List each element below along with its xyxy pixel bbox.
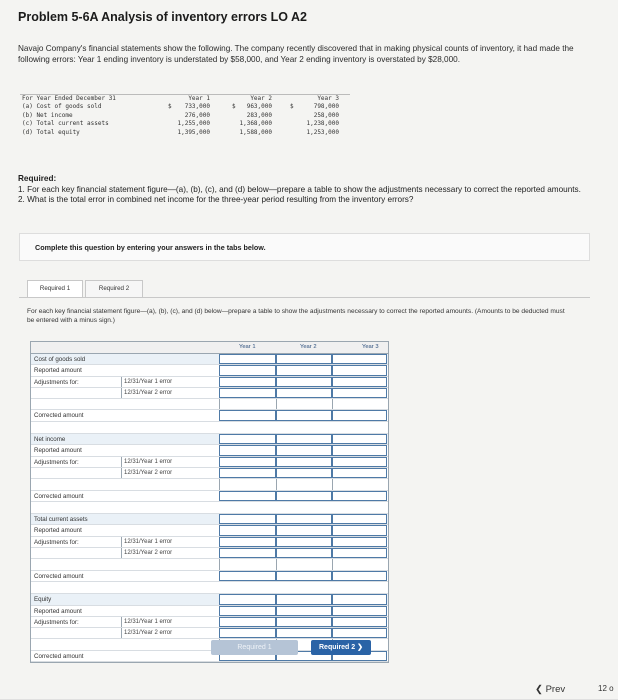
amount-input-year2[interactable] bbox=[276, 377, 332, 387]
amount-input-year1[interactable] bbox=[219, 457, 276, 467]
amount-input-year1[interactable] bbox=[219, 525, 276, 535]
row-label: Corrected amount bbox=[34, 572, 84, 580]
amount-input-year3[interactable] bbox=[332, 388, 387, 398]
amount-input-year1[interactable] bbox=[219, 479, 276, 489]
amount-input-year2[interactable] bbox=[276, 548, 332, 558]
section-title-row bbox=[31, 354, 388, 365]
amount-input-year3[interactable] bbox=[332, 365, 387, 375]
corrected-amount-row bbox=[31, 410, 388, 421]
data-col-year3: Year 3 bbox=[317, 95, 339, 102]
amount-input-year2[interactable] bbox=[276, 491, 332, 501]
row-label: Corrected amount bbox=[34, 412, 84, 420]
corrected-amount-row bbox=[31, 491, 388, 502]
row-label: Total current assets bbox=[34, 516, 88, 524]
amount-input-year2[interactable] bbox=[276, 365, 332, 375]
amount-input-year2[interactable] bbox=[276, 525, 332, 535]
row-label: Reported amount bbox=[34, 447, 82, 455]
required-section bbox=[18, 174, 618, 206]
amount-input-year3[interactable] bbox=[332, 468, 387, 478]
amount-input-year2[interactable] bbox=[276, 479, 332, 489]
amount-input-year1[interactable] bbox=[219, 594, 276, 604]
data-cell: 1,238,000 bbox=[306, 120, 339, 128]
data-row bbox=[20, 120, 350, 128]
spacer-row bbox=[31, 399, 388, 410]
amount-input-year2[interactable] bbox=[276, 514, 332, 524]
amount-input-year2[interactable] bbox=[276, 410, 332, 420]
amount-input-year2[interactable] bbox=[276, 594, 332, 604]
table-header-row bbox=[31, 342, 388, 354]
tab-required-2[interactable]: Required 2 bbox=[85, 280, 143, 298]
data-cell: 1,253,000 bbox=[306, 128, 339, 136]
prev-page-link[interactable]: ❮ Prev bbox=[535, 684, 566, 695]
next-tab-button[interactable]: Required 2 ❯ bbox=[311, 640, 371, 655]
financial-data-table bbox=[20, 94, 350, 137]
amount-input-year3[interactable] bbox=[332, 410, 387, 420]
amount-input-year1[interactable] bbox=[219, 606, 276, 616]
data-row bbox=[20, 103, 350, 111]
amount-input-year1[interactable] bbox=[219, 399, 276, 409]
amount-input-year2[interactable] bbox=[276, 354, 332, 364]
dollar-sign: $ bbox=[232, 103, 236, 111]
adjustment-row-2 bbox=[31, 468, 388, 479]
row-label: Adjustments for: bbox=[34, 458, 79, 466]
adjustment-label-cell bbox=[121, 548, 219, 558]
reported-amount-row bbox=[31, 606, 388, 617]
year3-header: Year 3 bbox=[362, 344, 379, 350]
amount-input-year2[interactable] bbox=[276, 434, 332, 444]
amount-input-year3[interactable] bbox=[332, 594, 387, 604]
amount-input-year3[interactable] bbox=[332, 628, 387, 638]
tab-divider bbox=[19, 297, 590, 298]
data-cell: 1,395,000 bbox=[177, 128, 210, 136]
required-item-2: 2. What is the total error in combined net income for the three-year period resulting from the inventory errors? bbox=[18, 195, 414, 204]
section-spacer bbox=[31, 422, 388, 434]
data-row-label: (d) Total equity bbox=[22, 128, 80, 136]
panel-text: Complete this question by entering your answers in the tabs below. bbox=[35, 243, 266, 252]
required-item-1: 1. For each key financial statement figure—(a), (b), (c), and (d) below—prepare a table to show the adjustments necessary to correct the reported amounts. bbox=[18, 184, 581, 194]
adjustment-row-2 bbox=[31, 628, 388, 639]
adjustment-label-cell bbox=[121, 537, 219, 547]
amount-input-year3[interactable] bbox=[332, 514, 387, 524]
adjustment-label: 12/31/Year 2 error bbox=[124, 550, 173, 557]
adjustment-label-cell bbox=[121, 377, 219, 387]
adjustment-label-cell bbox=[121, 468, 219, 478]
adjustment-label-cell bbox=[121, 628, 219, 638]
amount-input-year1[interactable] bbox=[219, 571, 276, 581]
reported-amount-row bbox=[31, 525, 388, 536]
amount-input-year3[interactable] bbox=[332, 559, 387, 569]
amount-input-year2[interactable] bbox=[276, 388, 332, 398]
data-row bbox=[20, 129, 350, 137]
adjustment-label: 12/31/Year 2 error bbox=[124, 630, 173, 637]
amount-input-year2[interactable] bbox=[276, 571, 332, 581]
amount-input-year3[interactable] bbox=[332, 457, 387, 467]
adjustments-for-row bbox=[31, 377, 388, 388]
section-title-row bbox=[31, 594, 388, 605]
table-instructions: For each key financial statement figure—(a), (b), (c), and (d) below—prepare a table to show the adjustments necessary to correct the reported amounts. (Amounts to be deducted must be entered with a minus sign.) bbox=[27, 308, 565, 324]
data-cell: 1,588,000 bbox=[239, 128, 272, 136]
amount-input-year3[interactable] bbox=[332, 606, 387, 616]
amount-input-year2[interactable] bbox=[276, 559, 332, 569]
amount-input-year3[interactable] bbox=[332, 399, 387, 409]
amount-input-year1[interactable] bbox=[219, 388, 276, 398]
data-cell: 798,000 bbox=[313, 103, 339, 111]
reported-amount-row bbox=[31, 445, 388, 456]
amount-input-year2[interactable] bbox=[276, 617, 332, 627]
problem-intro: Navajo Company's financial statements show the following. The company recently discovered that in making physical counts of inventory, it had made the following errors: Year 1 ending inventory is understated by $58,000, and Year 2 ending inventory is overstated by $28,000. bbox=[18, 44, 574, 64]
amount-input-year1[interactable] bbox=[219, 628, 276, 638]
prev-tab-button[interactable]: Required 1 bbox=[211, 640, 298, 655]
required-heading: Required: bbox=[18, 174, 57, 183]
amount-input-year3[interactable] bbox=[332, 445, 387, 455]
row-label: Equity bbox=[34, 596, 52, 604]
dollar-sign: $ bbox=[168, 103, 172, 111]
section-title-row bbox=[31, 434, 388, 445]
adjustment-row-2 bbox=[31, 548, 388, 559]
section-spacer bbox=[31, 582, 388, 594]
row-label: Corrected amount bbox=[34, 492, 84, 500]
tab-required-1[interactable]: Required 1 bbox=[27, 280, 83, 298]
amount-input-year1[interactable] bbox=[219, 617, 276, 627]
data-row-label: (c) Total current assets bbox=[22, 120, 109, 128]
adjustments-for-row bbox=[31, 617, 388, 628]
row-label: Net income bbox=[34, 436, 66, 444]
corrected-amount-row bbox=[31, 571, 388, 582]
data-cell: 1,255,000 bbox=[177, 120, 210, 128]
adjustment-row-2 bbox=[31, 388, 388, 399]
data-row-label: (a) Cost of goods sold bbox=[22, 103, 102, 111]
amount-input-year1[interactable] bbox=[219, 537, 276, 547]
amount-input-year1[interactable] bbox=[219, 365, 276, 375]
row-label: Reported amount bbox=[34, 367, 82, 375]
data-row bbox=[20, 112, 350, 120]
amount-input-year3[interactable] bbox=[332, 434, 387, 444]
amount-input-year3[interactable] bbox=[332, 479, 387, 489]
adjustment-label: 12/31/Year 2 error bbox=[124, 389, 173, 396]
amount-input-year2[interactable] bbox=[276, 468, 332, 478]
amount-input-year3[interactable] bbox=[332, 491, 387, 501]
amount-input-year3[interactable] bbox=[332, 354, 387, 364]
spacer-row bbox=[31, 479, 388, 490]
reported-amount-row bbox=[31, 365, 388, 376]
section-spacer bbox=[31, 502, 388, 514]
data-col-year1: Year 1 bbox=[188, 95, 210, 102]
amount-input-year3[interactable] bbox=[332, 548, 387, 558]
adjustment-label: 12/31/Year 1 error bbox=[124, 538, 173, 545]
adjustments-for-row bbox=[31, 457, 388, 468]
row-label: Reported amount bbox=[34, 527, 82, 535]
amount-input-year2[interactable] bbox=[276, 457, 332, 467]
adjustments-for-row bbox=[31, 537, 388, 548]
amount-input-year1[interactable] bbox=[219, 434, 276, 444]
row-label: Cost of goods sold bbox=[34, 356, 86, 363]
amount-input-year1[interactable] bbox=[219, 377, 276, 387]
data-cell: 283,000 bbox=[246, 111, 272, 119]
amount-input-year1[interactable] bbox=[219, 514, 276, 524]
data-table-header-label: For Year Ended December 31 bbox=[22, 95, 116, 102]
year1-header: Year 1 bbox=[239, 344, 256, 350]
adjustment-label: 12/31/Year 1 error bbox=[124, 618, 173, 625]
section-title-row bbox=[31, 514, 388, 525]
year2-header: Year 2 bbox=[300, 344, 317, 350]
amount-input-year1[interactable] bbox=[219, 410, 276, 420]
page-indicator: 12 o bbox=[598, 684, 614, 693]
adjustment-label: 12/31/Year 1 error bbox=[124, 458, 173, 465]
adjustment-label-cell bbox=[121, 457, 219, 467]
amount-input-year2[interactable] bbox=[276, 445, 332, 455]
amount-input-year2[interactable] bbox=[276, 537, 332, 547]
dollar-sign: $ bbox=[290, 103, 294, 111]
data-table-header bbox=[20, 95, 350, 103]
amount-input-year1[interactable] bbox=[219, 354, 276, 364]
row-label: Adjustments for: bbox=[34, 618, 79, 626]
data-cell: 276,000 bbox=[184, 111, 210, 119]
amount-input-year2[interactable] bbox=[276, 606, 332, 616]
amount-input-year1[interactable] bbox=[219, 491, 276, 501]
data-cell: 258,000 bbox=[313, 111, 339, 119]
amount-input-year2[interactable] bbox=[276, 399, 332, 409]
row-label: Adjustments for: bbox=[34, 538, 79, 546]
adjustments-table bbox=[30, 341, 389, 663]
data-row-label: (b) Net income bbox=[22, 111, 73, 119]
row-label: Reported amount bbox=[34, 607, 82, 615]
data-cell: 733,000 bbox=[184, 103, 210, 111]
amount-input-year3[interactable] bbox=[332, 571, 387, 581]
amount-input-year2[interactable] bbox=[276, 628, 332, 638]
data-cell: 963,000 bbox=[246, 103, 272, 111]
data-cell: 1,368,000 bbox=[239, 120, 272, 128]
adjustment-label-cell bbox=[121, 388, 219, 398]
data-col-year2: Year 2 bbox=[250, 95, 272, 102]
amount-input-year3[interactable] bbox=[332, 617, 387, 627]
amount-input-year3[interactable] bbox=[332, 525, 387, 535]
amount-input-year1[interactable] bbox=[219, 559, 276, 569]
amount-input-year1[interactable] bbox=[219, 445, 276, 455]
spacer-row bbox=[31, 559, 388, 570]
amount-input-year3[interactable] bbox=[332, 537, 387, 547]
amount-input-year1[interactable] bbox=[219, 468, 276, 478]
adjustment-label-cell bbox=[121, 617, 219, 627]
row-label: Corrected amount bbox=[34, 652, 84, 660]
problem-title: Problem 5-6A Analysis of inventory errors LO A2 bbox=[18, 10, 307, 24]
adjustment-label: 12/31/Year 1 error bbox=[124, 378, 173, 385]
instructions-panel bbox=[19, 233, 590, 261]
row-label: Adjustments for: bbox=[34, 378, 79, 386]
adjustment-label: 12/31/Year 2 error bbox=[124, 469, 173, 476]
amount-input-year1[interactable] bbox=[219, 548, 276, 558]
amount-input-year3[interactable] bbox=[332, 377, 387, 387]
